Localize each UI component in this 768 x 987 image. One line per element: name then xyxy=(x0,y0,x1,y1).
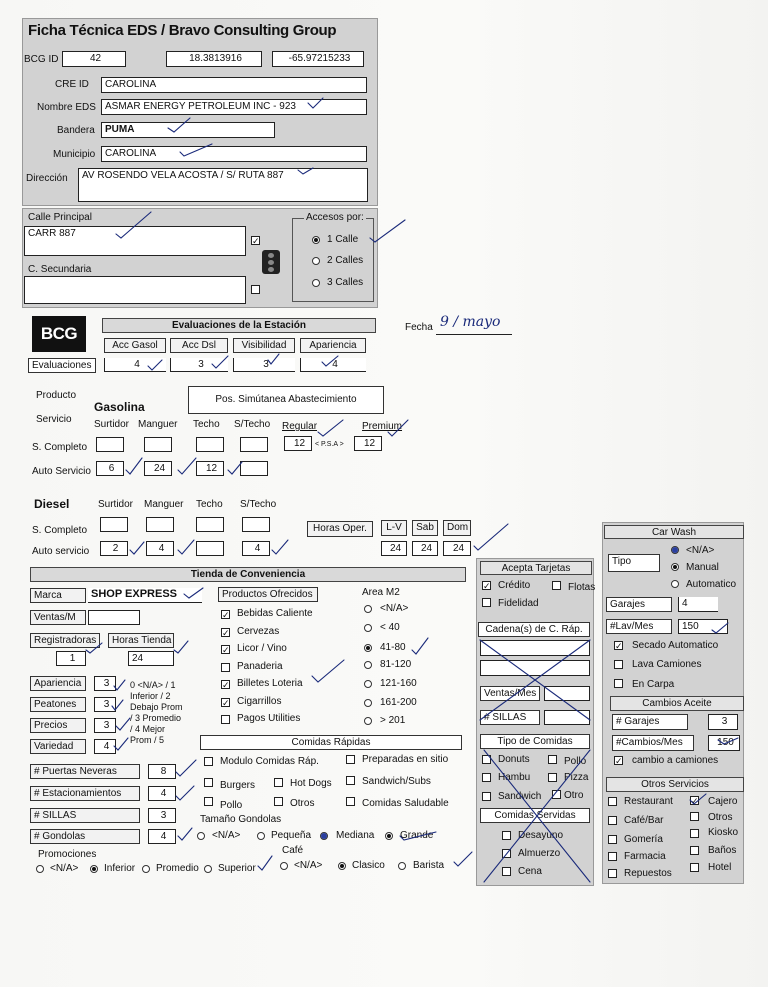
check-area xyxy=(412,638,428,654)
comida-hotdogs-checkbox[interactable] xyxy=(274,778,283,787)
accesos-3-radio[interactable] xyxy=(312,279,320,287)
gas-auto-surtidor[interactable]: 6 xyxy=(96,461,124,476)
direccion-label: Dirección xyxy=(26,173,68,184)
area-81-120-radio[interactable] xyxy=(364,661,372,669)
otros-kiosko-checkbox[interactable] xyxy=(690,829,699,838)
otros-repuestos-label: Repuestos xyxy=(624,868,672,879)
otros-servicios-title: Otros Servicios xyxy=(606,777,744,792)
municipio-label: Municipio xyxy=(53,149,96,160)
accesos-3-label: 3 Calles xyxy=(327,277,364,288)
check-gas-2 xyxy=(178,458,196,474)
area-lt40-label: < 40 xyxy=(380,622,400,633)
producto-pagos-label: Pagos Utilities xyxy=(237,713,301,724)
comida-pollo-checkbox[interactable] xyxy=(204,797,213,806)
cre-id-field[interactable]: CAROLINA xyxy=(101,77,367,93)
area-161-200-radio[interactable] xyxy=(364,699,372,707)
ventas-mes-label: Ventas/Mes xyxy=(480,686,540,701)
cadena-field-1[interactable] xyxy=(480,640,590,656)
otros-cajero-label: Cajero xyxy=(708,796,738,807)
bandera-field[interactable]: PUMA xyxy=(101,122,275,138)
comida-burgers-checkbox[interactable] xyxy=(204,778,213,787)
lav-mes-label: #Lav/Mes xyxy=(606,619,672,634)
eval-col-visibilidad: Visibilidad xyxy=(233,338,295,353)
area-gt201-radio[interactable] xyxy=(364,717,372,725)
cambios-aceite-title: Cambios Aceite xyxy=(610,696,744,711)
cafe-na-radio[interactable] xyxy=(280,862,288,870)
cafe-na-label: <N/A> xyxy=(294,860,323,871)
scale-legend-3: Debajo Prom xyxy=(130,702,183,712)
promo-superior-label: Superior xyxy=(218,863,256,874)
check-horas-tienda xyxy=(174,641,188,653)
dsl-col-manguer: Manguer xyxy=(144,499,184,510)
tipo-otro-label: Otro xyxy=(564,790,584,801)
producto-panaderia-label: Panaderia xyxy=(237,661,283,672)
precios-label: Precios xyxy=(30,718,86,733)
comida-otros-checkbox[interactable] xyxy=(274,797,283,806)
comidas-servidas-label: Comidas Servidas xyxy=(480,808,590,823)
secado-label: Secado Automatico xyxy=(632,640,719,651)
check-gondolas xyxy=(178,828,192,840)
check-estac xyxy=(176,786,194,800)
carwash-na-radio[interactable] xyxy=(671,546,679,554)
tamano-gondolas-label: Tamaño Gondolas xyxy=(200,814,282,825)
check-superior xyxy=(258,856,272,870)
municipio-field[interactable]: CAROLINA xyxy=(101,146,367,162)
producto-cervezas-checkbox[interactable]: ✓ xyxy=(222,628,230,638)
bandera-label: Bandera xyxy=(57,125,95,136)
credito-label: Crédito xyxy=(498,580,531,591)
traffic-light-icon xyxy=(262,250,280,274)
en-carpa-label: En Carpa xyxy=(632,679,675,690)
bcg-logo: BCG xyxy=(32,316,86,352)
peatones-field[interactable]: 3 xyxy=(94,697,116,712)
otros-cafebar-label: Café/Bar xyxy=(624,815,664,826)
check-productos xyxy=(312,660,344,682)
otros-repuestos-checkbox[interactable] xyxy=(608,869,617,878)
comida-saludable-checkbox[interactable] xyxy=(346,797,355,806)
cafe-barista-label: Barista xyxy=(413,860,445,871)
servida-desayuno-checkbox[interactable] xyxy=(502,831,511,840)
dsl-row-autoservicio-label: Auto servicio xyxy=(32,546,90,557)
cre-id-label: CRE ID xyxy=(55,79,89,90)
fecha-label: Fecha xyxy=(405,322,433,333)
registradoras-field[interactable]: 1 xyxy=(56,651,86,666)
horas-tienda-field[interactable]: 24 xyxy=(128,651,174,666)
credito-checkbox[interactable]: ✓ xyxy=(483,581,491,591)
comida-saludable-label: Comidas Saludable xyxy=(362,798,449,809)
otros-restaurant-checkbox[interactable] xyxy=(608,797,617,806)
cadena-sillas-label: # SILLAS xyxy=(480,710,540,725)
gondolas-label: # Gondolas xyxy=(30,829,140,844)
scale-legend-6: Prom / 5 xyxy=(130,735,165,745)
check-horas xyxy=(474,524,508,550)
apariencia-field[interactable]: 3 xyxy=(94,676,116,691)
producto-cigarrillos-label: Cigarrillos xyxy=(237,696,282,707)
evaluaciones-title: Evaluaciones de la Estación xyxy=(102,318,376,333)
marca-field[interactable]: SHOP EXPRESS xyxy=(88,588,202,603)
area-na-radio[interactable] xyxy=(364,605,372,613)
eval-col-apariencia: Apariencia xyxy=(300,338,366,353)
regular-label: Regular xyxy=(282,421,318,432)
otros-otros-label: Otros xyxy=(708,812,733,823)
premium-label: Premium xyxy=(362,421,403,432)
eval-acc-gasol-value[interactable]: 4 xyxy=(104,358,166,372)
apariencia-label: Apariencia xyxy=(30,676,86,691)
ventas-m-label: Ventas/M xyxy=(30,610,86,625)
latitude-field[interactable]: 18.3813916 xyxy=(166,51,262,67)
servida-cena-checkbox[interactable] xyxy=(502,867,511,876)
calle-secundaria-checkbox[interactable] xyxy=(251,285,260,294)
cambios-mes-label: #Cambios/Mes xyxy=(612,735,694,751)
producto-bebidas-checkbox[interactable]: ✓ xyxy=(222,610,230,620)
cambio-camiones-checkbox[interactable]: ✓ xyxy=(615,756,623,766)
tarjetas-title: Acepta Tarjetas xyxy=(480,561,592,575)
cafe-clasico-label: Clasico xyxy=(352,860,385,871)
tipo-pollo-checkbox[interactable] xyxy=(548,755,557,764)
promo-na-radio[interactable] xyxy=(36,865,44,873)
lav-mes-field[interactable]: 150 xyxy=(678,619,728,634)
gas-auto-techo[interactable]: 12 xyxy=(196,461,224,476)
otros-farmacia-checkbox[interactable] xyxy=(608,852,617,861)
producto-pagos-checkbox[interactable] xyxy=(221,715,230,724)
tamano-pequena-radio[interactable] xyxy=(257,832,265,840)
comidas-rapidas-label: Comidas Rápidas xyxy=(200,735,462,750)
eval-col-acc-dsl: Acc Dsl xyxy=(170,338,228,353)
otros-cafebar-checkbox[interactable] xyxy=(608,816,617,825)
check-dsl-2 xyxy=(178,540,194,554)
dsl-scompleto-techo[interactable] xyxy=(196,517,224,532)
longitude-field[interactable]: -65.97215233 xyxy=(272,51,364,67)
accesos-2-radio[interactable] xyxy=(312,257,320,265)
otros-banos-checkbox[interactable] xyxy=(690,846,699,855)
servida-desayuno-label: Desayuno xyxy=(518,830,564,841)
comida-pollo-label: Pollo xyxy=(220,800,243,811)
en-carpa-checkbox[interactable] xyxy=(614,679,623,688)
area-na-label: <N/A> xyxy=(380,603,409,614)
eval-col-acc-gasol: Acc Gasol xyxy=(104,338,166,353)
tipo-otro-checkbox[interactable] xyxy=(552,790,561,799)
gondolas-field[interactable]: 4 xyxy=(148,829,176,844)
scale-legend-1: 0 <N/A> / 1 xyxy=(130,680,176,690)
otros-hotel-label: Hotel xyxy=(708,862,732,873)
check-cafe xyxy=(454,852,472,866)
variedad-label: Variedad xyxy=(30,739,86,754)
accesos-1-radio[interactable] xyxy=(312,236,320,244)
gas-scompleto-manguer[interactable] xyxy=(144,437,172,452)
ventas-mes-field[interactable] xyxy=(544,686,590,701)
tienda-sillas-label: # SILLAS xyxy=(30,808,140,823)
area-81-120-label: 81-120 xyxy=(380,659,412,670)
comida-otros-label: Otros xyxy=(290,798,315,809)
comida-preparadas-label: Preparadas en sitio xyxy=(362,754,449,765)
carwash-na-label: <N/A> xyxy=(686,545,715,556)
tamano-pequena-label: Pequeña xyxy=(271,830,312,841)
tipo-donuts-label: Donuts xyxy=(498,754,530,765)
tamano-mediana-label: Mediana xyxy=(336,830,375,841)
servida-almuerzo-label: Almuerzo xyxy=(518,848,561,859)
pos-simultanea-label: Pos. Simútanea Abastecimiento xyxy=(188,386,384,414)
comida-modulo-label: Modulo Comidas Ráp. xyxy=(220,756,319,767)
producto-licor-checkbox[interactable]: ✓ xyxy=(222,645,230,655)
tipo-sandwich-checkbox[interactable] xyxy=(482,792,491,801)
cafe-barista-radio[interactable] xyxy=(398,862,406,870)
area-gt201-label: > 201 xyxy=(380,715,406,726)
tipo-donuts-checkbox[interactable] xyxy=(482,755,491,764)
estacionamientos-label: # Estacionamientos xyxy=(30,786,140,801)
precios-field[interactable]: 3 xyxy=(94,718,116,733)
flotas-checkbox[interactable] xyxy=(552,581,561,590)
cambios-garajes-field[interactable]: 3 xyxy=(708,714,738,730)
otros-gomeria-checkbox[interactable] xyxy=(608,835,617,844)
promo-inferior-label: Inferior xyxy=(104,863,136,874)
scale-legend-2: Inferior / 2 xyxy=(130,691,171,701)
bcg-id-label: BCG ID xyxy=(24,54,59,65)
cadena-sillas-field[interactable] xyxy=(544,710,590,725)
marca-label: Marca xyxy=(30,588,86,603)
horas-oper-label: Horas Oper. xyxy=(307,521,373,537)
scale-legend-4: / 3 Promedio xyxy=(130,713,182,723)
fidelidad-label: Fidelidad xyxy=(498,598,539,609)
gas-col-techo: Techo xyxy=(193,419,220,430)
cafe-label: Café xyxy=(282,845,304,856)
gas-col-manguer: Manguer xyxy=(138,419,178,430)
producto-label: Producto xyxy=(36,390,77,401)
cadena-field-2[interactable] xyxy=(480,660,590,676)
variedad-field[interactable]: 4 xyxy=(94,739,116,754)
gas-row-scompleto-label: S. Completo xyxy=(32,442,88,453)
carwash-garajes-label: Garajes xyxy=(606,597,672,612)
otros-gomeria-label: Gomería xyxy=(624,834,663,845)
otros-banos-label: Baños xyxy=(708,845,737,856)
producto-bebidas-label: Bebidas Caliente xyxy=(237,608,313,619)
producto-panaderia-checkbox[interactable] xyxy=(221,663,230,672)
carwash-manual-label: Manual xyxy=(686,562,719,573)
eval-acc-dsl-value[interactable]: 3 xyxy=(170,358,228,372)
carwash-title: Car Wash xyxy=(604,525,744,539)
dsl-row-scompleto-label: S. Completo xyxy=(32,525,88,536)
eval-row-label: Evaluaciones xyxy=(28,358,96,373)
tamano-na-label: <N/A> xyxy=(212,830,241,841)
dsl-scompleto-surtidor[interactable] xyxy=(100,517,128,532)
comida-sandwich-checkbox[interactable] xyxy=(346,776,355,785)
registradoras-label: Registradoras xyxy=(30,633,100,648)
comida-preparadas-checkbox[interactable] xyxy=(346,755,355,764)
producto-loteria-checkbox[interactable]: ✓ xyxy=(222,680,230,690)
cambio-camiones-label: cambio a camiones xyxy=(632,755,719,766)
puertas-neveras-label: # Puertas Neveras xyxy=(30,764,140,779)
promociones-label: Promociones xyxy=(38,849,97,860)
tamano-na-radio[interactable] xyxy=(197,832,205,840)
promo-superior-radio[interactable] xyxy=(204,865,212,873)
gas-col-stecho: S/Techo xyxy=(234,419,271,430)
check-regular xyxy=(318,420,343,436)
tipo-pollo-label: Pollo xyxy=(564,756,587,767)
dsl-col-stecho: S/Techo xyxy=(240,499,277,510)
otros-hotel-checkbox[interactable] xyxy=(690,863,699,872)
area-121-160-label: 121-160 xyxy=(380,678,417,689)
area-121-160-radio[interactable] xyxy=(364,680,372,688)
scale-legend-5: / 4 Mejor xyxy=(130,724,166,734)
check-dsl-1 xyxy=(130,542,144,554)
check-dsl-3 xyxy=(272,540,288,554)
carwash-manual-radio[interactable] xyxy=(671,563,679,571)
promo-na-label: <N/A> xyxy=(50,863,79,874)
calle-secundaria-label: C. Secundaria xyxy=(28,264,92,275)
gas-auto-stecho[interactable] xyxy=(240,461,268,476)
horas-col-dom: Dom xyxy=(443,520,471,536)
horas-dom-value[interactable]: 24 xyxy=(443,541,471,556)
otros-kiosko-label: Kiosko xyxy=(708,827,739,838)
lava-camiones-label: Lava Camiones xyxy=(632,659,702,670)
check-precios xyxy=(116,718,130,730)
area-41-80-label: 41-80 xyxy=(380,642,406,653)
accesos-label: Accesos por: xyxy=(306,212,364,223)
cafe-clasico-radio[interactable] xyxy=(338,862,346,870)
otros-otros-checkbox[interactable] xyxy=(690,812,699,821)
calle-secundaria-field[interactable] xyxy=(24,276,246,304)
carwash-automatico-radio[interactable] xyxy=(671,580,679,588)
tipo-comidas-label: Tipo de Comidas xyxy=(480,734,590,749)
gas-scompleto-stecho[interactable] xyxy=(240,437,268,452)
puertas-neveras-field[interactable]: 8 xyxy=(148,764,176,779)
otros-cajero-checkbox[interactable]: ✓ xyxy=(691,796,699,806)
servicio-label: Servicio xyxy=(36,414,72,425)
productos-ofrecidos-label: Productos Ofrecidos xyxy=(218,587,318,602)
gas-scompleto-surtidor[interactable] xyxy=(96,437,124,452)
horas-sab-value[interactable]: 24 xyxy=(412,541,438,556)
accesos-2-label: 2 Calles xyxy=(327,255,364,266)
tamano-grande-label: Grande xyxy=(400,830,434,841)
servida-cena-label: Cena xyxy=(518,866,542,877)
tamano-grande-radio[interactable] xyxy=(385,832,393,840)
tamano-mediana-radio[interactable] xyxy=(320,832,328,840)
eval-apariencia-value[interactable]: 4 xyxy=(300,358,366,372)
area-161-200-label: 161-200 xyxy=(380,697,417,708)
check-variedad xyxy=(114,738,128,750)
otros-restaurant-label: Restaurant xyxy=(624,796,673,807)
fecha-handwritten: 9 / mayo xyxy=(440,314,501,330)
nombre-eds-field[interactable]: ASMAR ENERGY PETROLEUM INC - 923 xyxy=(101,99,367,115)
tipo-sandwich-label: Sandwich xyxy=(498,791,542,802)
fidelidad-checkbox[interactable] xyxy=(482,598,491,607)
peatones-label: Peatones xyxy=(30,697,86,712)
dsl-auto-manguer[interactable]: 4 xyxy=(146,541,174,556)
promo-promedio-radio[interactable] xyxy=(142,865,150,873)
tipo-pizza-checkbox[interactable] xyxy=(548,773,557,782)
diesel-title: Diesel xyxy=(34,497,70,511)
dsl-col-techo: Techo xyxy=(196,499,223,510)
comida-hotdogs-label: Hot Dogs xyxy=(290,778,332,789)
gas-auto-manguer[interactable]: 24 xyxy=(144,461,172,476)
horas-lv-value[interactable]: 24 xyxy=(381,541,407,556)
flotas-label: Flotas xyxy=(568,582,596,593)
area-41-80-radio[interactable] xyxy=(364,644,372,652)
premium-value[interactable]: 12 xyxy=(354,436,382,451)
dsl-scompleto-stecho[interactable] xyxy=(242,517,270,532)
carwash-automatico-label: Automatico xyxy=(686,579,737,590)
ventas-m-field[interactable] xyxy=(88,610,140,625)
area-m2-label: Area M2 xyxy=(362,587,400,598)
comida-modulo-checkbox[interactable] xyxy=(204,757,213,766)
comida-sandwich-label: Sandwich/Subs xyxy=(362,776,431,787)
gas-scompleto-techo[interactable] xyxy=(196,437,224,452)
lava-camiones-checkbox[interactable] xyxy=(614,660,623,669)
tipo-hambu-checkbox[interactable] xyxy=(482,773,491,782)
dsl-scompleto-manguer[interactable] xyxy=(146,517,174,532)
gasolina-title: Gasolina xyxy=(94,400,145,414)
cambios-mes-field[interactable]: 150 xyxy=(708,735,740,751)
regular-value[interactable]: 12 xyxy=(284,436,312,451)
form-title: Ficha Técnica EDS / Bravo Consulting Group xyxy=(28,22,337,39)
tipo-pizza-label: Pizza xyxy=(564,772,589,783)
tipo-hambu-label: Hambu xyxy=(498,772,531,783)
producto-cervezas-label: Cervezas xyxy=(237,626,280,637)
dsl-auto-surtidor[interactable]: 2 xyxy=(100,541,128,556)
dsl-auto-techo[interactable] xyxy=(196,541,224,556)
promo-promedio-label: Promedio xyxy=(156,863,199,874)
direccion-field[interactable]: AV ROSENDO VELA ACOSTA / S/ RUTA 887 xyxy=(78,168,368,202)
calle-principal-label: Calle Principal xyxy=(28,212,92,223)
calle-principal-checkbox[interactable]: ✓ xyxy=(252,236,260,246)
estacionamientos-field[interactable]: 4 xyxy=(148,786,176,801)
tienda-sillas-field[interactable]: 3 xyxy=(148,808,176,823)
producto-licor-label: Licor / Vino xyxy=(237,643,287,654)
check-gas-1 xyxy=(126,458,142,474)
accesos-1-label: 1 Calle xyxy=(327,234,359,245)
cadenas-label: Cadena(s) de C. Ráp. xyxy=(478,622,590,637)
secado-checkbox[interactable]: ✓ xyxy=(615,641,623,651)
carwash-garajes-field[interactable]: 4 xyxy=(678,597,718,612)
dsl-auto-stecho[interactable]: 4 xyxy=(242,541,270,556)
calle-principal-field[interactable]: CARR 887 xyxy=(24,226,246,256)
horas-col-lv: L-V xyxy=(381,520,407,536)
nombre-eds-label: Nombre EDS xyxy=(37,102,96,113)
area-lt40-radio[interactable] xyxy=(364,624,372,632)
psa-label: < P.S.A > xyxy=(315,441,344,448)
horas-tienda-label: Horas Tienda xyxy=(108,633,174,648)
gas-col-surtidor: Surtidor xyxy=(94,419,130,430)
dsl-col-surtidor: Surtidor xyxy=(98,499,134,510)
otros-farmacia-label: Farmacia xyxy=(624,851,666,862)
check-puertas xyxy=(176,760,196,776)
producto-cigarrillos-checkbox[interactable]: ✓ xyxy=(222,698,230,708)
servida-almuerzo-checkbox[interactable] xyxy=(502,849,511,858)
gas-row-autoservicio-label: Auto Servicio xyxy=(32,466,91,477)
carwash-tipo-label: Tipo xyxy=(608,554,660,572)
tienda-title: Tienda de Conveniencia xyxy=(30,567,466,582)
horas-col-sab: Sab xyxy=(412,520,438,536)
promo-inferior-radio[interactable] xyxy=(90,865,98,873)
producto-loteria-label: Billetes Loteria xyxy=(237,678,303,689)
eval-visibilidad-value[interactable]: 3 xyxy=(233,358,295,372)
cambios-garajes-label: # Garajes xyxy=(612,714,688,730)
comida-burgers-label: Burgers xyxy=(220,780,256,791)
bcg-id-field[interactable]: 42 xyxy=(62,51,126,67)
